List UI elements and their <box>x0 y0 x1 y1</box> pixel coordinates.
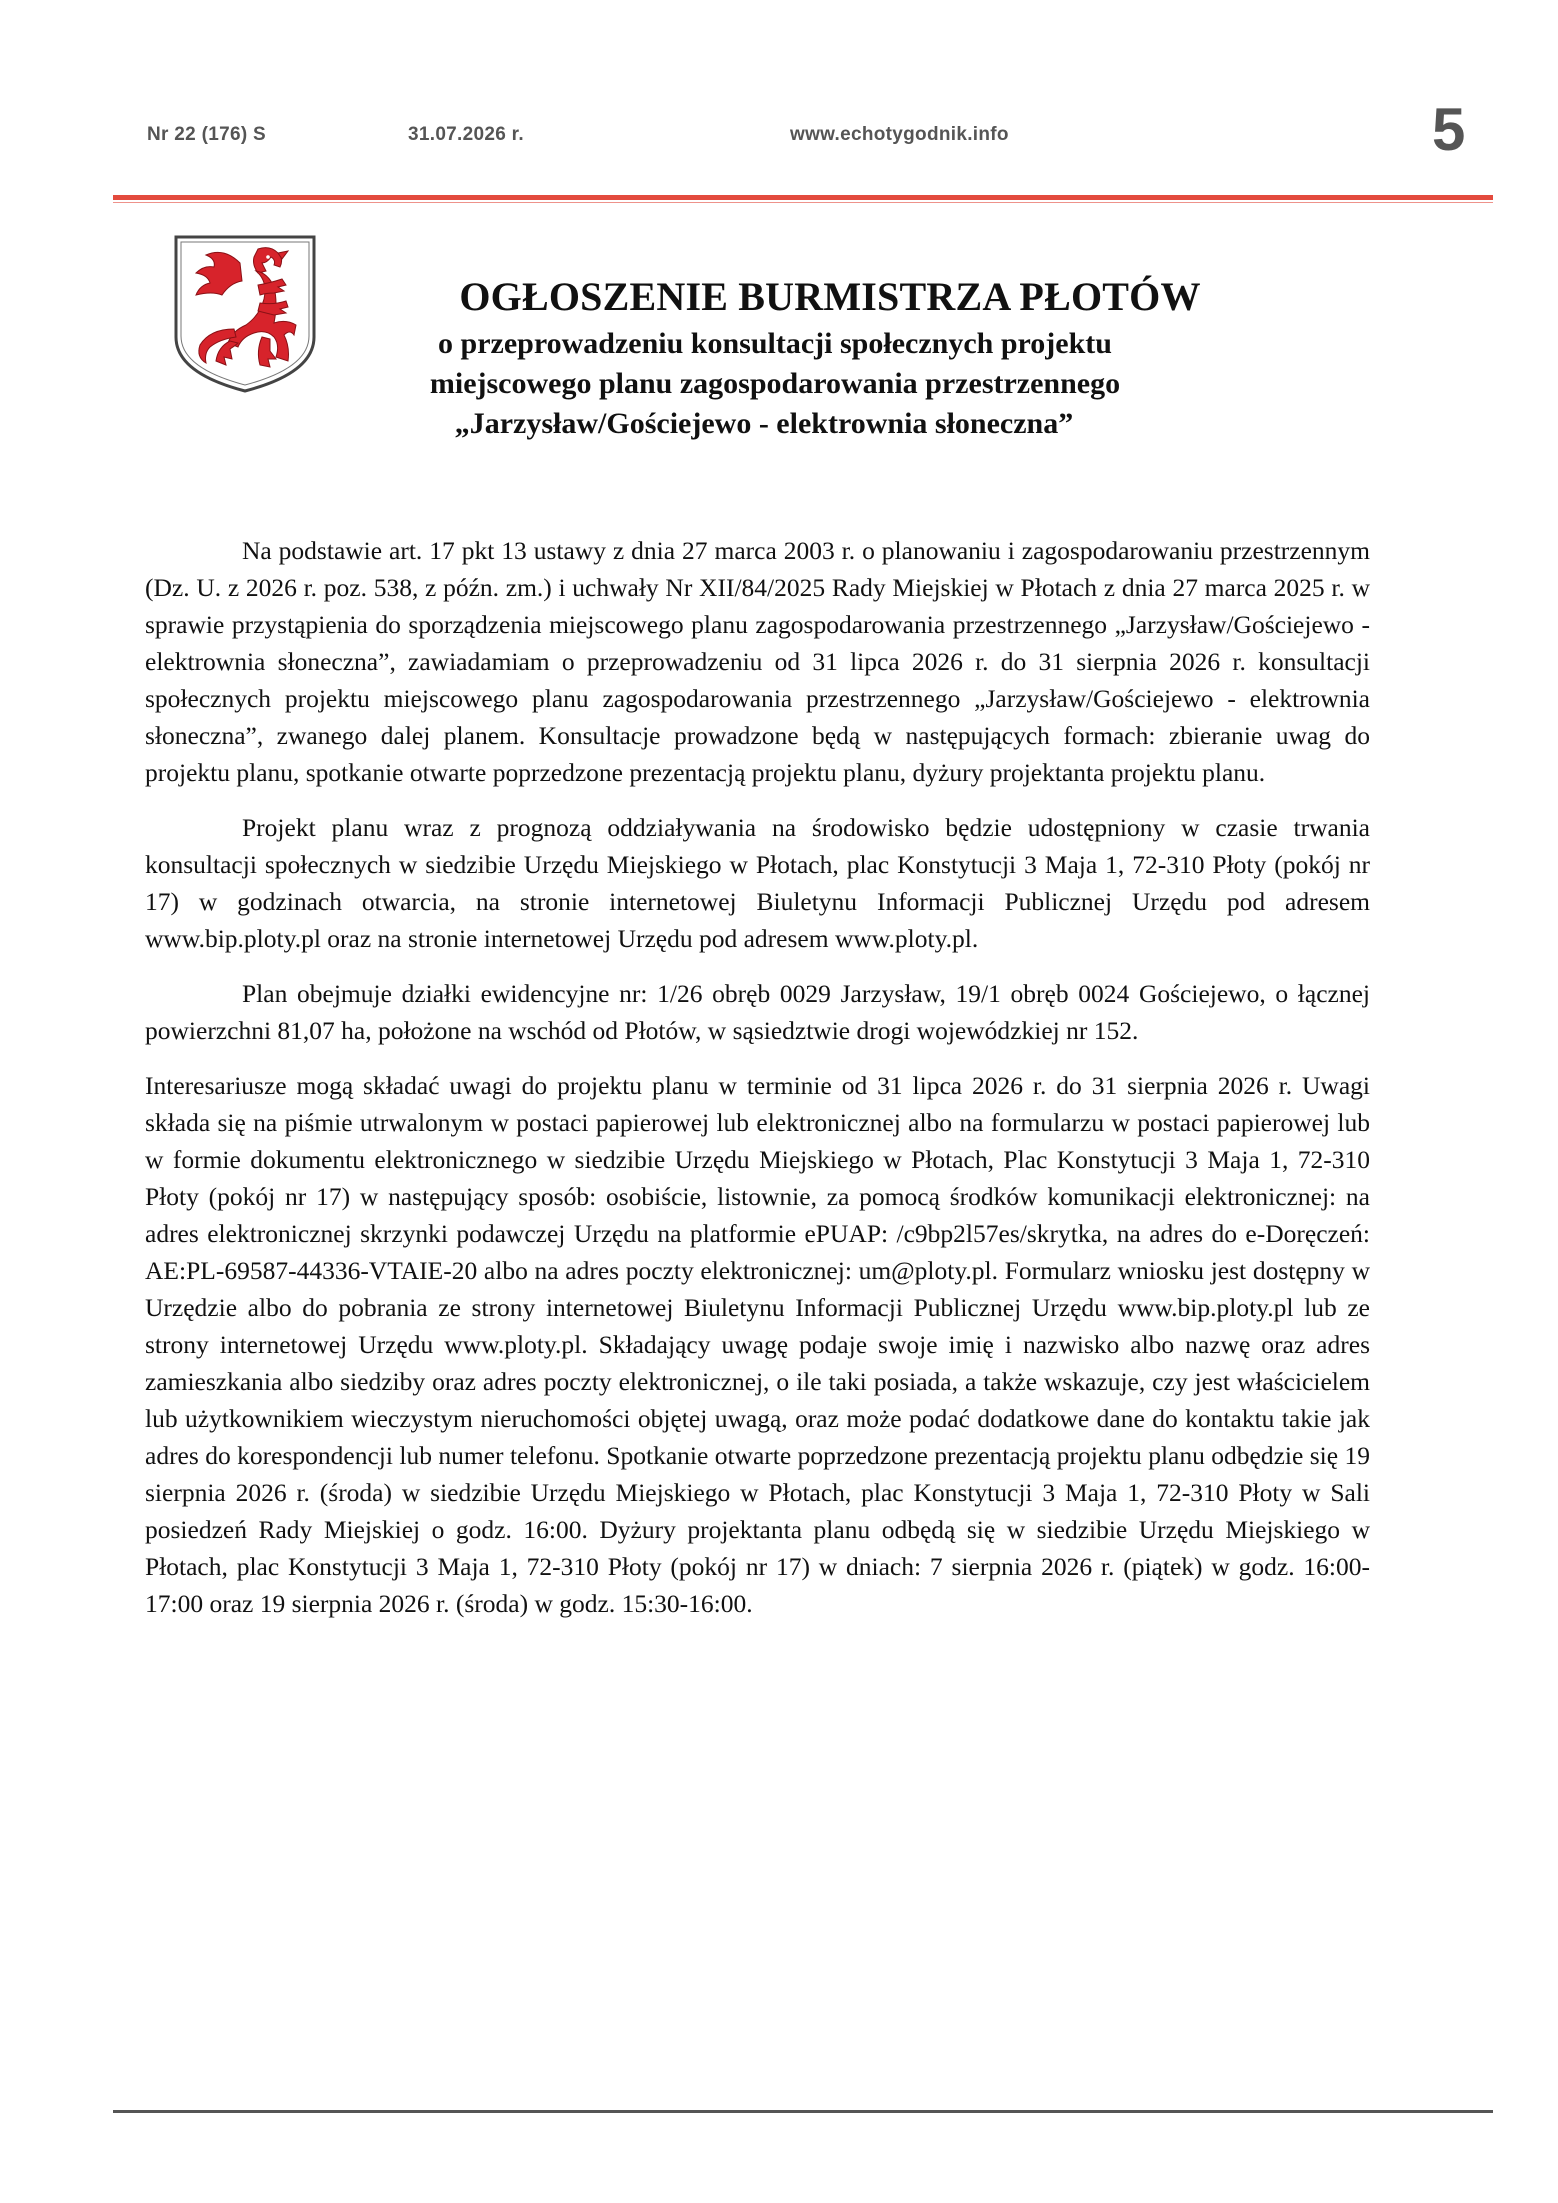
announcement-body <box>145 532 1370 1640</box>
page-number: 5 <box>1432 96 1466 163</box>
announcement-subtitle-line: o przeprowadzeniu konsultacji społecznych projektu <box>438 327 1112 360</box>
body-paragraph: Na podstawie art. 17 pkt 13 ustawy z dnia 27 marca 2003 r. o planowaniu i zagospodarowaniu przestrzennym (Dz. U. z 2026 r. poz. 538, z późn. zm.) i uchwały Nr XII/84/2025 Rady Miejskiej w Płotach z dnia 27 marca 2025 r. w sprawie przystąpienia do sporządzenia miejscowego planu zagospodarowania przestrzennego „Jarzysław/Gościejewo - elektrownia słoneczna”, zawiadamiam o przeprowadzeniu od 31 lipca 2026 r. do 31 sierpnia 2026 r. konsultacji społecznych projektu miejscowego planu zagospodarowania przestrzennego „Jarzysław/Gościejewo - elektrownia słoneczna”, zwanego dalej planem. Konsultacje prowadzone będą w następujących formach: zbieranie uwag do projektu planu, spotkanie otwarte poprzedzone prezentacją projektu planu, dyżury projektanta projektu planu. <box>145 536 1370 787</box>
announcement-subtitle-line: miejscowego planu zagospodarowania przestrzennego <box>429 367 1121 400</box>
announcement-title-block <box>330 272 1330 444</box>
body-paragraph: Projekt planu wraz z prognozą oddziaływania na środowisko będzie udostępniony w czasie trwania konsultacji społecznych w siedzibie Urzędu Miejskiego w Płotach, plac Konstytucji 3 Maja 1, 72-310 Płoty (pokój nr 17) w godzinach otwarcia, na stronie internetowej Biuletynu Informacji Publicznej Urzędu pod adresem www.bip.ploty.pl oraz na stronie internetowej Urzędu pod adresem www.ploty.pl. <box>145 813 1370 953</box>
header-divider <box>113 195 1493 200</box>
body-paragraph: Plan obejmuje działki ewidencyjne nr: 1/26 obręb 0029 Jarzysław, 19/1 obręb 0024 Gościejewo, o łącznej powierzchni 81,07 ha, położone na wschód od Płotów, w sąsiedztwie drogi wojewódzkiej nr 152. <box>145 979 1370 1045</box>
header-divider-thin <box>113 202 1493 203</box>
announcement-title: OGŁOSZENIE BURMISTRZA PŁOTÓW <box>459 274 1201 319</box>
page-header <box>0 0 1558 200</box>
issue-number: Nr 22 (176) S <box>147 124 267 145</box>
website-link[interactable]: www.echotygodnik.info <box>790 124 1009 145</box>
announcement-subtitle-line: „Jarzysław/Gościejewo - elektrownia słoneczna” <box>454 407 1074 440</box>
body-paragraph: Interesariusze mogą składać uwagi do projektu planu w terminie od 31 lipca 2026 r. do 31 sierpnia 2026 r. Uwagi składa się na piśmie utrwalonym w postaci papierowej lub elektronicznej albo na formularzu w postaci papierowej lub w formie dokumentu elektronicznego w siedzibie Urzędu Miejskiego w Płotach, Plac Konstytucji 3 Maja 1, 72-310 Płoty (pokój nr 17) w następujący sposób: osobiście, listownie, za pomocą środków komunikacji elektronicznej: na adres elektronicznej skrzynki podawczej Urzędu na platformie ePUAP: /c9bp2l57es/skrytka, na adres do e-Doręczeń: AE:PL-69587-44336-VTAIE-20 albo na adres poczty elektronicznej: um@ploty.pl. Formularz wniosku jest dostępny w Urzędzie albo do pobrania ze strony internetowej Biuletynu Informacji Publicznej Urzędu www.bip.ploty.pl lub ze strony internetowej Urzędu www.ploty.pl. Składający uwagę podaje swoje imię i nazwisko albo nazwę oraz adres zamieszkania albo siedziby oraz adres poczty elektronicznej, o ile taki posiada, a także wskazuje, czy jest właścicielem lub użytkownikiem wieczystym nieruchomości objętej uwagą, oraz może podać dodatkowe dane do kontaktu takie jak adres do korespondencji lub numer telefonu. Spotkanie otwarte poprzedzone prezentacją projektu planu odbędzie się 19 sierpnia 2026 r. (środa) w siedzibie Urzędu Miejskiego w Płotach, plac Konstytucji 3 Maja 1, 72-310 Płoty w Sali posiedzeń Rady Miejskiej o godz. 16:00. Dyżury projektanta planu odbędą się w siedzibie Urzędu Miejskiego w Płotach, plac Konstytucji 3 Maja 1, 72-310 Płoty (pokój nr 17) w dniach: 7 sierpnia 2026 r. (piątek) w godz. 16:00-17:00 oraz 19 sierpnia 2026 r. (środa) w godz. 15:30-16:00. <box>145 1071 1370 1618</box>
footer-divider <box>113 2110 1493 2113</box>
issue-date: 31.07.2026 r. <box>408 124 524 145</box>
